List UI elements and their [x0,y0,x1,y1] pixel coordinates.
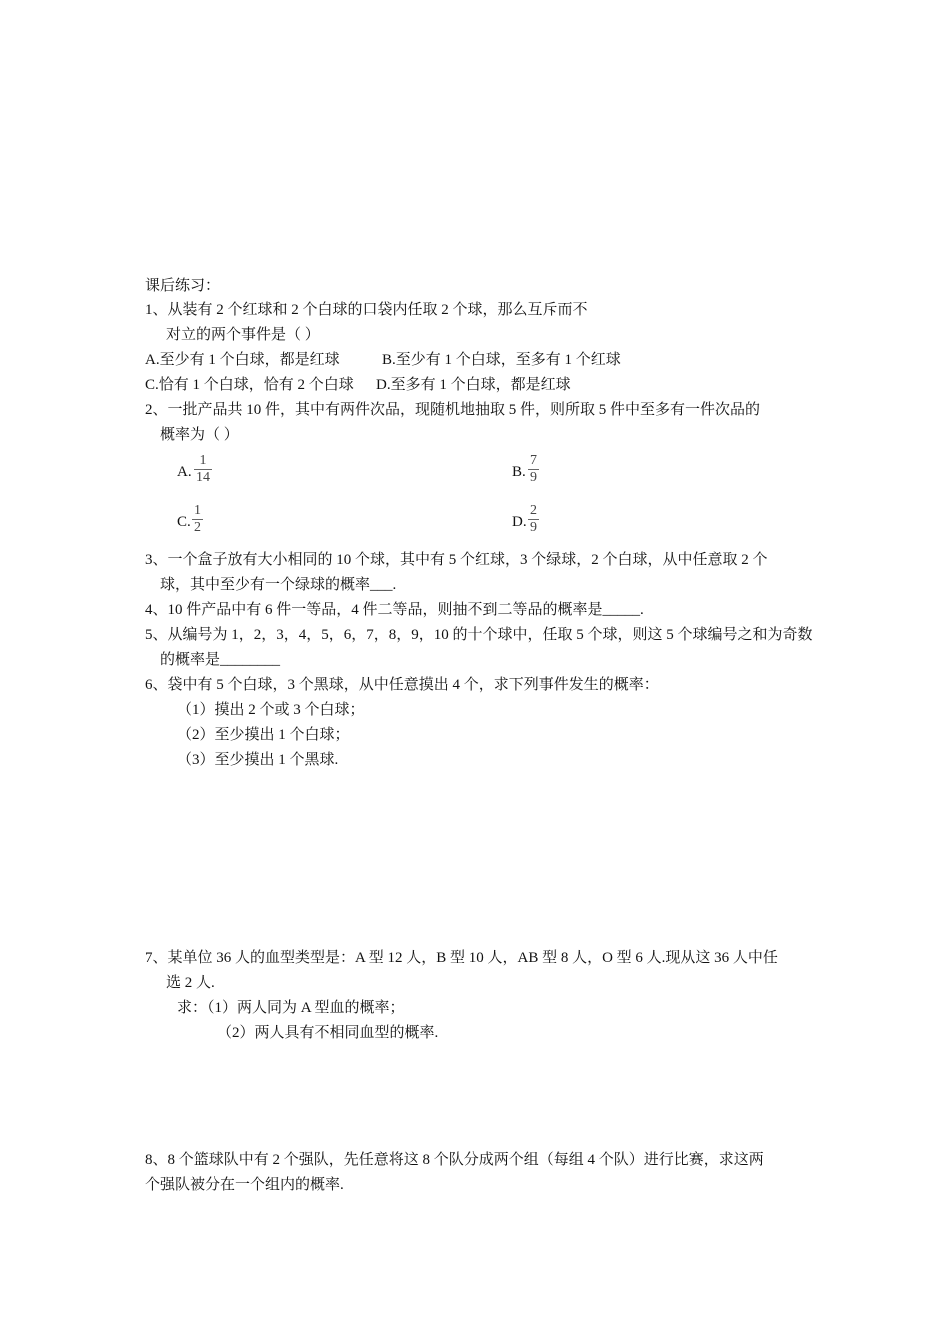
q2-option-a-label: A. [177,464,192,480]
q1-line1: 1、从装有 2 个红球和 2 个白球的口袋内任取 2 个球，那么互斥而不 [145,302,588,318]
q2-option-c-fraction [192,503,203,536]
q2-option-d-label: D. [512,514,527,530]
q1-line2: 对立的两个事件是（ ） [166,327,320,343]
q8-line2: 个强队被分在一个组内的概率. [145,1177,344,1193]
q5-line2: 的概率是________ [160,652,281,668]
q3-line2 [160,575,396,595]
q5-line1: 5、从编号为 1，2，3，4，5，6，7，8，9，10 的十个球中，任取 5 个球，则这 5 个球编号之和为奇数 [145,627,813,643]
q6-sub1: （1）摸出 2 个或 3 个白球； [177,702,365,718]
fraction-denominator: 9 [530,470,537,485]
q8-line1: 8、8 个篮球队中有 2 个强队，先任意将这 8 个队分成两个组（每组 4 个队）进行比赛，求这两 [145,1152,764,1168]
fraction-denominator: 9 [530,520,537,535]
fraction-numerator: 2 [530,503,537,518]
q1-option-b: B.至少有 1 个白球，至多有 1 个红球 [382,352,621,368]
q4-period: . [640,602,644,618]
q3-line1: 3、一个盒子放有大小相同的 10 个球，其中有 5 个红球，3 个绿球，2 个白球，从中任意取 2 个 [145,552,768,568]
q6-sub3: （3）至少摸出 1 个黑球. [177,752,339,768]
q4-line [145,600,644,620]
fraction-denominator: 2 [194,520,201,535]
q7-ask: 求：（1）两人同为 A 型血的概率； [177,1000,405,1016]
q2-option-c-label: C. [177,514,191,530]
q4-answer-blank: _____ [602,602,641,618]
q3-answer-blank: ___. [370,577,397,593]
q6-sub2: （2）至少摸出 1 个白球； [177,727,350,743]
q3-line2-text: 球，其中至少有一个绿球的概率 [160,577,371,593]
q2-line1: 2、一批产品共 10 件，其中有两件次品，现随机地抽取 5 件，则所取 5 件中至多有一件次品的 [145,402,761,418]
q1-option-d: D.至多有 1 个白球，都是红球 [376,377,571,393]
fraction-denominator: 14 [196,470,210,485]
q6-line1: 6、袋中有 5 个白球，3 个黑球，从中任意摸出 4 个，求下列事件发生的概率： [145,677,659,693]
q2-option-a-fraction [194,453,212,486]
q4-text: 4、10 件产品中有 6 件一等品，4 件二等品，则抽不到二等品的概率是 [145,602,603,618]
fraction-numerator: 1 [199,453,207,468]
q2-option-b-fraction [528,453,539,486]
q2-option-d-fraction [528,503,539,536]
q1-option-c: C.恰有 1 个白球，恰有 2 个白球 [145,377,354,393]
q1-option-a: A.至少有 1 个白球，都是红球 [145,352,340,368]
q7-line1: 7、某单位 36 人的血型类型是：A 型 12 人，B 型 10 人，AB 型 8 人，O 型 6 人.现从这 36 人中任 [145,950,778,966]
q7-line2: 选 2 人. [166,975,215,991]
fraction-numerator: 7 [530,453,537,468]
section-heading: 课后练习： [145,278,221,294]
q2-option-b-label: B. [512,464,526,480]
q7-sub2: （2）两人具有不相同血型的概率. [217,1025,439,1041]
q2-line2: 概率为（ ） [160,427,239,443]
fraction-numerator: 1 [194,503,201,518]
